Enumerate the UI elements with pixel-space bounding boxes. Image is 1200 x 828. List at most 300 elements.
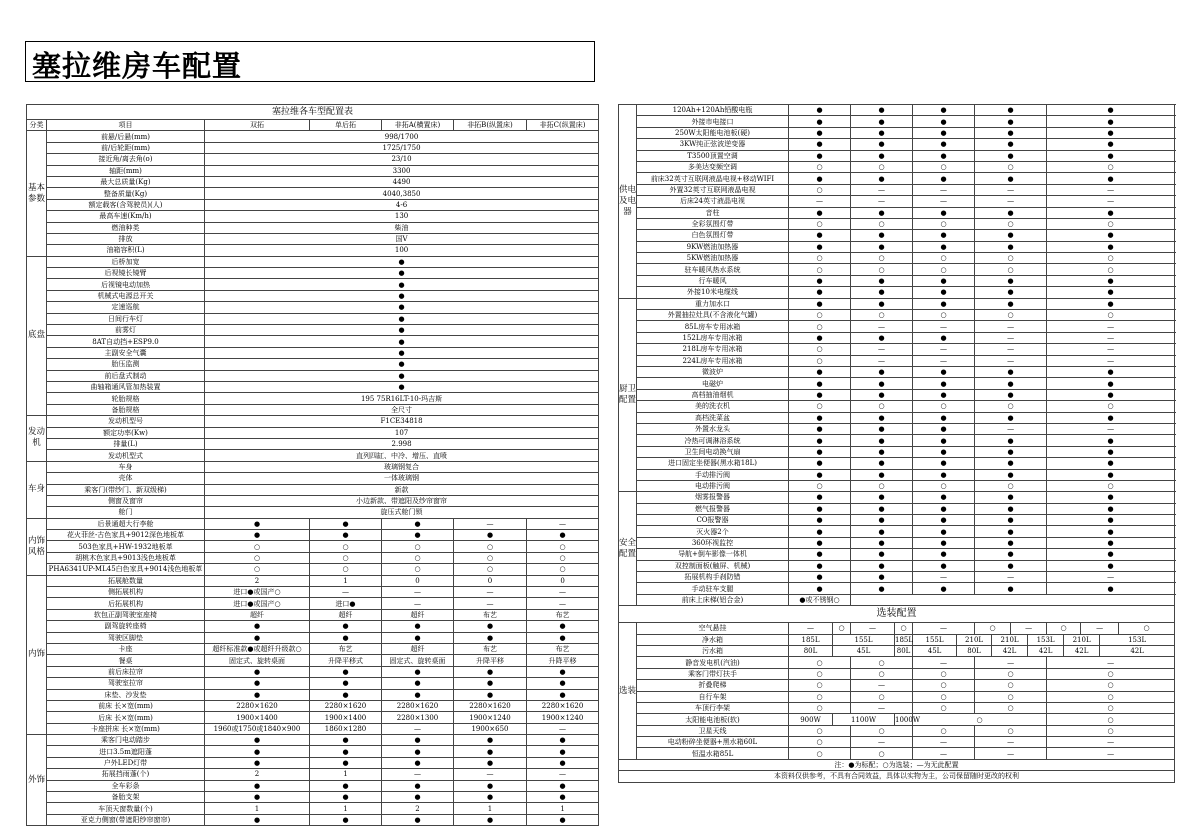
item-value: ● (789, 366, 851, 377)
table-row (27, 814, 599, 825)
item-value: — (310, 587, 382, 598)
item-label: 排放 (47, 233, 205, 244)
table-row (27, 803, 599, 814)
column-header: 双拓 (205, 120, 310, 131)
item-value: — (1047, 737, 1175, 748)
item-value: — (527, 587, 599, 598)
item-value: ● (1047, 412, 1175, 423)
category-label: 厨卫配置 (619, 298, 637, 492)
table-row (27, 165, 599, 176)
item-value: ● (527, 632, 599, 643)
item-value: ● (789, 230, 851, 241)
item-value: — (851, 196, 913, 207)
item-value: ● (851, 287, 913, 298)
item-value: ● (851, 560, 913, 571)
item-value: ○ (913, 218, 975, 229)
item-value: ○ (1047, 668, 1175, 679)
table-row (619, 446, 1175, 457)
item-value: ○ (833, 623, 851, 634)
item-value: ○ (913, 691, 975, 702)
item-value: ● (789, 492, 851, 503)
item-label: 外接市电接口 (637, 116, 789, 127)
item-value: ● (1047, 241, 1175, 252)
item-value: ● (851, 241, 913, 252)
item-value: 1 (310, 769, 382, 780)
item-value: ● (382, 632, 454, 643)
table-row (27, 552, 599, 563)
item-value: 柴油 (205, 222, 599, 233)
item-value: 185L (895, 635, 914, 644)
item-label: T3500顶置空调 (637, 150, 789, 161)
item-value: 超纤 (382, 609, 454, 620)
header-row (27, 120, 599, 131)
item-value: 布艺 (454, 609, 527, 620)
table-row (619, 537, 1175, 548)
item-value: ○ (851, 668, 913, 679)
item-value: ● (205, 666, 310, 677)
item-value: ● (851, 230, 913, 241)
item-value: ● (789, 287, 851, 298)
item-value: 布艺 (527, 609, 599, 620)
table-row (27, 381, 599, 392)
item-label: 外置抽拉灶具(不含液化气罐) (637, 310, 789, 321)
item-value: 4-6 (205, 199, 599, 210)
item-value: ● (1047, 230, 1175, 241)
item-value: ○ (913, 401, 975, 412)
item-label: 车顶天窗数量(个) (47, 803, 205, 814)
item-value: ● (205, 518, 310, 529)
item-value: ● (1047, 503, 1175, 514)
item-label: 轴距(mm) (47, 165, 205, 176)
item-label: 排量(L) (47, 438, 205, 449)
item-value: ○ (1047, 680, 1175, 691)
item-value: ● (789, 207, 851, 218)
table-row (27, 723, 599, 734)
item-value: 2280×1300 (382, 712, 454, 723)
item-label: 前床 长×宽(mm) (47, 700, 205, 711)
item-value: ● (789, 412, 851, 423)
item-value: ● (310, 757, 382, 768)
item-label: 备胎支架 (47, 792, 205, 803)
item-label: 净水箱 (637, 634, 789, 645)
item-value: ○ (913, 253, 975, 264)
table-row (27, 621, 599, 632)
item-value: ● (310, 666, 382, 677)
item-value: ● (454, 735, 527, 746)
table-row (27, 632, 599, 643)
item-value: ● (310, 792, 382, 803)
item-value: ● (851, 503, 913, 514)
item-label: 备胎规格 (47, 404, 205, 415)
table-row (619, 691, 1175, 702)
item-value: ● (789, 446, 851, 457)
item-value: ● (913, 230, 975, 241)
item-value: ● (382, 518, 454, 529)
category-label: 底盘 (27, 256, 47, 415)
item-value: ○ (310, 552, 382, 563)
item-value: ● (913, 492, 975, 503)
table-row (27, 313, 599, 324)
item-value: ○ (789, 310, 851, 321)
table-row (619, 241, 1175, 252)
item-value: — (1047, 332, 1175, 343)
item-value: ● (454, 792, 527, 803)
item-value: ○ (1047, 623, 1081, 634)
table-row (27, 530, 599, 541)
item-value: 国V (205, 233, 599, 244)
item-value: ● (975, 150, 1047, 161)
table-row (27, 199, 599, 210)
item-value: ● (789, 378, 851, 389)
item-value: ● (789, 150, 851, 161)
item-value: 超纤 (382, 643, 454, 654)
table-row (27, 735, 599, 746)
item-label: 后视镜电动加热 (47, 279, 205, 290)
item-label: 最大总质量(Kg) (47, 176, 205, 187)
table-title-row (27, 105, 599, 120)
item-label: 自行车架 (637, 691, 789, 702)
item-value: 107 (205, 427, 599, 438)
item-value: ● (205, 678, 310, 689)
item-value: ● (913, 458, 975, 469)
table-row (27, 404, 599, 415)
item-value: — (851, 321, 913, 332)
item-label: 卫生间电动换气扇 (637, 446, 789, 457)
item-value: 4490 (205, 176, 599, 187)
item-value: ● (913, 150, 975, 161)
item-label: 5KW燃油加热器 (637, 253, 789, 264)
table-row (619, 725, 1175, 736)
item-label: 后拓展机构 (47, 598, 205, 609)
item-value: ● (975, 435, 1047, 446)
item-value: ○ (789, 264, 851, 275)
category-label: 内饰风格 (27, 518, 47, 575)
item-label: 全彩氛围灯带 (637, 218, 789, 229)
item-value: ● (975, 207, 1047, 218)
item-value: ● (975, 583, 1047, 594)
category-label: 车身 (27, 461, 47, 518)
item-value: ● (975, 105, 1047, 116)
item-value: 2280×1620 (454, 700, 527, 711)
item-value: — (1047, 344, 1175, 355)
item-value: ● (975, 526, 1047, 537)
column-header: 非拓C(纵置床) (527, 120, 599, 131)
item-value: — (1047, 355, 1175, 366)
item-value: ● (382, 735, 454, 746)
item-value: ○ (789, 253, 851, 264)
item-label: 曲轴箱通风管加热装置 (47, 381, 205, 392)
item-label: 太阳能电池板(软) (637, 714, 789, 725)
item-label: 前雾灯 (47, 325, 205, 336)
item-value: 185L (789, 634, 833, 645)
item-value: ● (851, 366, 913, 377)
item-value: ○ (789, 748, 851, 759)
item-value: ○ (913, 680, 975, 691)
item-value: ○ (851, 401, 913, 412)
item-value: 2 (382, 803, 454, 814)
disclaimer-note: 本资料仅供参考，不具有合同效益，具体以实物为主，公司保留随时更改的权利 (619, 771, 1175, 782)
item-label: 冷热可调淋浴系统 (637, 435, 789, 446)
item-value: ○ (789, 668, 851, 679)
table-row (27, 792, 599, 803)
item-label: 乘客门(带纱门、新双级梯) (47, 484, 205, 495)
item-value: ● (789, 583, 851, 594)
item-value: ● (789, 458, 851, 469)
item-label: 8AT自动挡+ESP9.0 (47, 336, 205, 347)
item-value: 进口●或国产○ (205, 587, 310, 598)
table-row (619, 230, 1175, 241)
item-value: 升降平移 (527, 655, 599, 666)
table-row (27, 211, 599, 222)
item-label: 高档抽油烟机 (637, 389, 789, 400)
item-value: ● (975, 116, 1047, 127)
item-value: — (913, 572, 975, 583)
item-value: ○ (851, 161, 913, 172)
item-value: ● (1047, 515, 1175, 526)
item-value: ● (1047, 150, 1175, 161)
item-value: ● (789, 469, 851, 480)
item-value: ● (913, 549, 975, 560)
item-value: 升降平移 (454, 655, 527, 666)
item-value: 2280×1620 (527, 700, 599, 711)
item-value: ● (913, 298, 975, 309)
item-value: — (975, 184, 1047, 195)
item-value: ● (789, 105, 851, 116)
item-label: 床垫、沙发垫 (47, 689, 205, 700)
item-value: — (382, 769, 454, 780)
item-value: — (1047, 184, 1175, 195)
item-label: 360环视监控 (637, 537, 789, 548)
item-value: ○ (851, 657, 913, 668)
category-label: 发动机 (27, 416, 47, 462)
item-value: ● (1047, 560, 1175, 571)
item-value: ● (913, 105, 975, 116)
item-label: 胎压监测 (47, 359, 205, 370)
item-value: ● (1047, 366, 1175, 377)
item-value: 进口● (310, 598, 382, 609)
table-row (27, 370, 599, 381)
item-value: ○ (851, 691, 913, 702)
item-value: ● (1047, 139, 1175, 150)
item-value: ● (789, 116, 851, 127)
item-value: ○ (789, 218, 851, 229)
item-value: ● (1047, 549, 1175, 560)
item-value: ● (975, 549, 1047, 560)
item-value: ● (382, 780, 454, 791)
item-label: 重力加水口 (637, 298, 789, 309)
item-value: — (1047, 423, 1175, 434)
item-value: 旋压式舱门锁 (205, 507, 599, 518)
item-value: 超纤 (205, 609, 310, 620)
item-value: ● (527, 757, 599, 768)
item-label: 外置水龙头 (637, 423, 789, 434)
item-value: ● (851, 526, 913, 537)
item-value: ● (851, 389, 913, 400)
item-value: ● (1047, 298, 1175, 309)
item-value: ● (382, 689, 454, 700)
item-label: 全车彩条 (47, 780, 205, 791)
table-row (27, 655, 599, 666)
item-label: 乘客门带灯扶手 (637, 668, 789, 679)
item-value: — (1047, 321, 1175, 332)
item-value: ○ (1047, 725, 1175, 736)
item-value: ● (310, 814, 382, 825)
item-value: 2.998 (205, 438, 599, 449)
item-value: ○ (789, 401, 851, 412)
item-value: ● (789, 549, 851, 560)
item-value: — (913, 355, 975, 366)
item-value: ● (975, 469, 1047, 480)
item-value: 固定式、旋转桌面 (205, 655, 310, 666)
item-label: 驾驶区脚垫 (47, 632, 205, 643)
item-value: ● (975, 127, 1047, 138)
item-value: 直列四缸、中冷、增压、直喷 (205, 450, 599, 461)
item-value: ● (851, 446, 913, 457)
item-value: 2280×1620 (382, 700, 454, 711)
item-value: ● (975, 515, 1047, 526)
item-label: 9KW燃油加热器 (637, 241, 789, 252)
item-label: 后床 长×宽(mm) (47, 712, 205, 723)
item-value: ● (851, 458, 913, 469)
item-value: — (975, 572, 1047, 583)
item-value: ● (975, 458, 1047, 469)
item-value: ○ (975, 691, 1047, 702)
item-value: ○ (310, 564, 382, 575)
item-label: 接近角/离去角(o) (47, 154, 205, 165)
item-label: 驾驶室拉帘 (47, 678, 205, 689)
item-value: 42L (1028, 645, 1064, 656)
table-row (619, 275, 1175, 286)
item-value: ○ (975, 218, 1047, 229)
item-value: 玻璃钢复合 (205, 461, 599, 472)
item-value: ○ (851, 725, 913, 736)
item-label: 进口固定坐便器(黑水箱18L) (637, 458, 789, 469)
item-value: ● (310, 530, 382, 541)
item-value: ● (1047, 378, 1175, 389)
item-value: 23/10 (205, 154, 599, 165)
item-value: ● (851, 116, 913, 127)
item-value: ● (527, 780, 599, 791)
item-value: ○ (1047, 702, 1175, 713)
item-value: ● (205, 347, 599, 358)
item-value: ● (913, 412, 975, 423)
table-row (619, 583, 1175, 594)
item-label: 轮胎规格 (47, 393, 205, 404)
item-value: 1 (310, 575, 382, 586)
table-row (27, 518, 599, 529)
item-value: ● (382, 678, 454, 689)
item-value: ○ (895, 623, 913, 634)
item-value: ○ (205, 552, 310, 563)
table-row (619, 161, 1175, 172)
item-value: ● (913, 207, 975, 218)
item-value: ● (205, 268, 599, 279)
item-value: ● (205, 256, 599, 267)
item-value: ● (1047, 583, 1175, 594)
item-value: ○ (789, 480, 851, 491)
item-value: 进口●或国产○ (205, 598, 310, 609)
item-value: — (382, 723, 454, 734)
item-value: ○ (913, 668, 975, 679)
page-title: 塞拉维房车配置 (32, 49, 243, 83)
table-row (27, 256, 599, 267)
table-row (27, 416, 599, 427)
category-label: 内饰 (27, 575, 47, 734)
item-value: ○ (205, 541, 310, 552)
item-value: 1 (310, 803, 382, 814)
item-value: ● (789, 275, 851, 286)
item-value: — (851, 623, 895, 634)
item-value: ● (205, 632, 310, 643)
item-label: 发动机型号 (47, 416, 205, 427)
item-value: ○ (975, 725, 1047, 736)
item-value: ● (382, 530, 454, 541)
item-label: 舱门 (47, 507, 205, 518)
item-value: 1900×1240 (527, 712, 599, 723)
table-row (27, 575, 599, 586)
item-value: ● (789, 423, 851, 434)
item-label: 定速巡航 (47, 302, 205, 313)
item-value: — (913, 748, 975, 759)
table-row (27, 336, 599, 347)
item-value: — (975, 657, 1047, 668)
item-value: ● (527, 814, 599, 825)
item-value: ● (1047, 127, 1175, 138)
item-value: ● (789, 241, 851, 252)
item-value: ● (851, 332, 913, 343)
table-row (619, 748, 1175, 759)
item-value: 布艺 (454, 643, 527, 654)
item-label: 电磁炉 (637, 378, 789, 389)
left-config-table (26, 104, 599, 826)
table-row (619, 680, 1175, 691)
item-label: 电动排污阀 (637, 480, 789, 491)
item-value: — (913, 184, 975, 195)
item-value: 100 (205, 245, 599, 256)
item-value: ● (382, 621, 454, 632)
item-label: 外置32英寸互联网液晶电视 (637, 184, 789, 195)
table-row (27, 176, 599, 187)
item-value: 1725/1750 (205, 142, 599, 153)
item-value: ● (851, 583, 913, 594)
item-value: ○ (913, 264, 975, 275)
table-row (619, 310, 1175, 321)
item-value: 固定式、旋转桌面 (382, 655, 454, 666)
table-row (619, 253, 1175, 264)
item-label: 卡座 (47, 643, 205, 654)
item-value: 超纤 (310, 609, 382, 620)
item-value: — (975, 344, 1047, 355)
item-value: — (913, 344, 975, 355)
item-value: — (913, 321, 975, 332)
item-value: ● (789, 503, 851, 514)
item-value: 超纤标准款●或超纤升级款○ (205, 643, 310, 654)
item-value: ● (913, 241, 975, 252)
table-row (27, 142, 599, 153)
item-label: 后景通超大行李舱 (47, 518, 205, 529)
table-row (27, 712, 599, 723)
table-row (27, 393, 599, 404)
item-value: 全尺寸 (205, 404, 599, 415)
item-label: 日间行车灯 (47, 313, 205, 324)
item-value: ● (851, 412, 913, 423)
item-value: 1100W (833, 714, 895, 725)
options-title: 选装配置 (619, 606, 1175, 623)
item-value: ○ (1047, 691, 1175, 702)
item-value: — (1047, 572, 1175, 583)
item-label: 拓展舱数量 (47, 575, 205, 586)
item-value: ● (851, 435, 913, 446)
